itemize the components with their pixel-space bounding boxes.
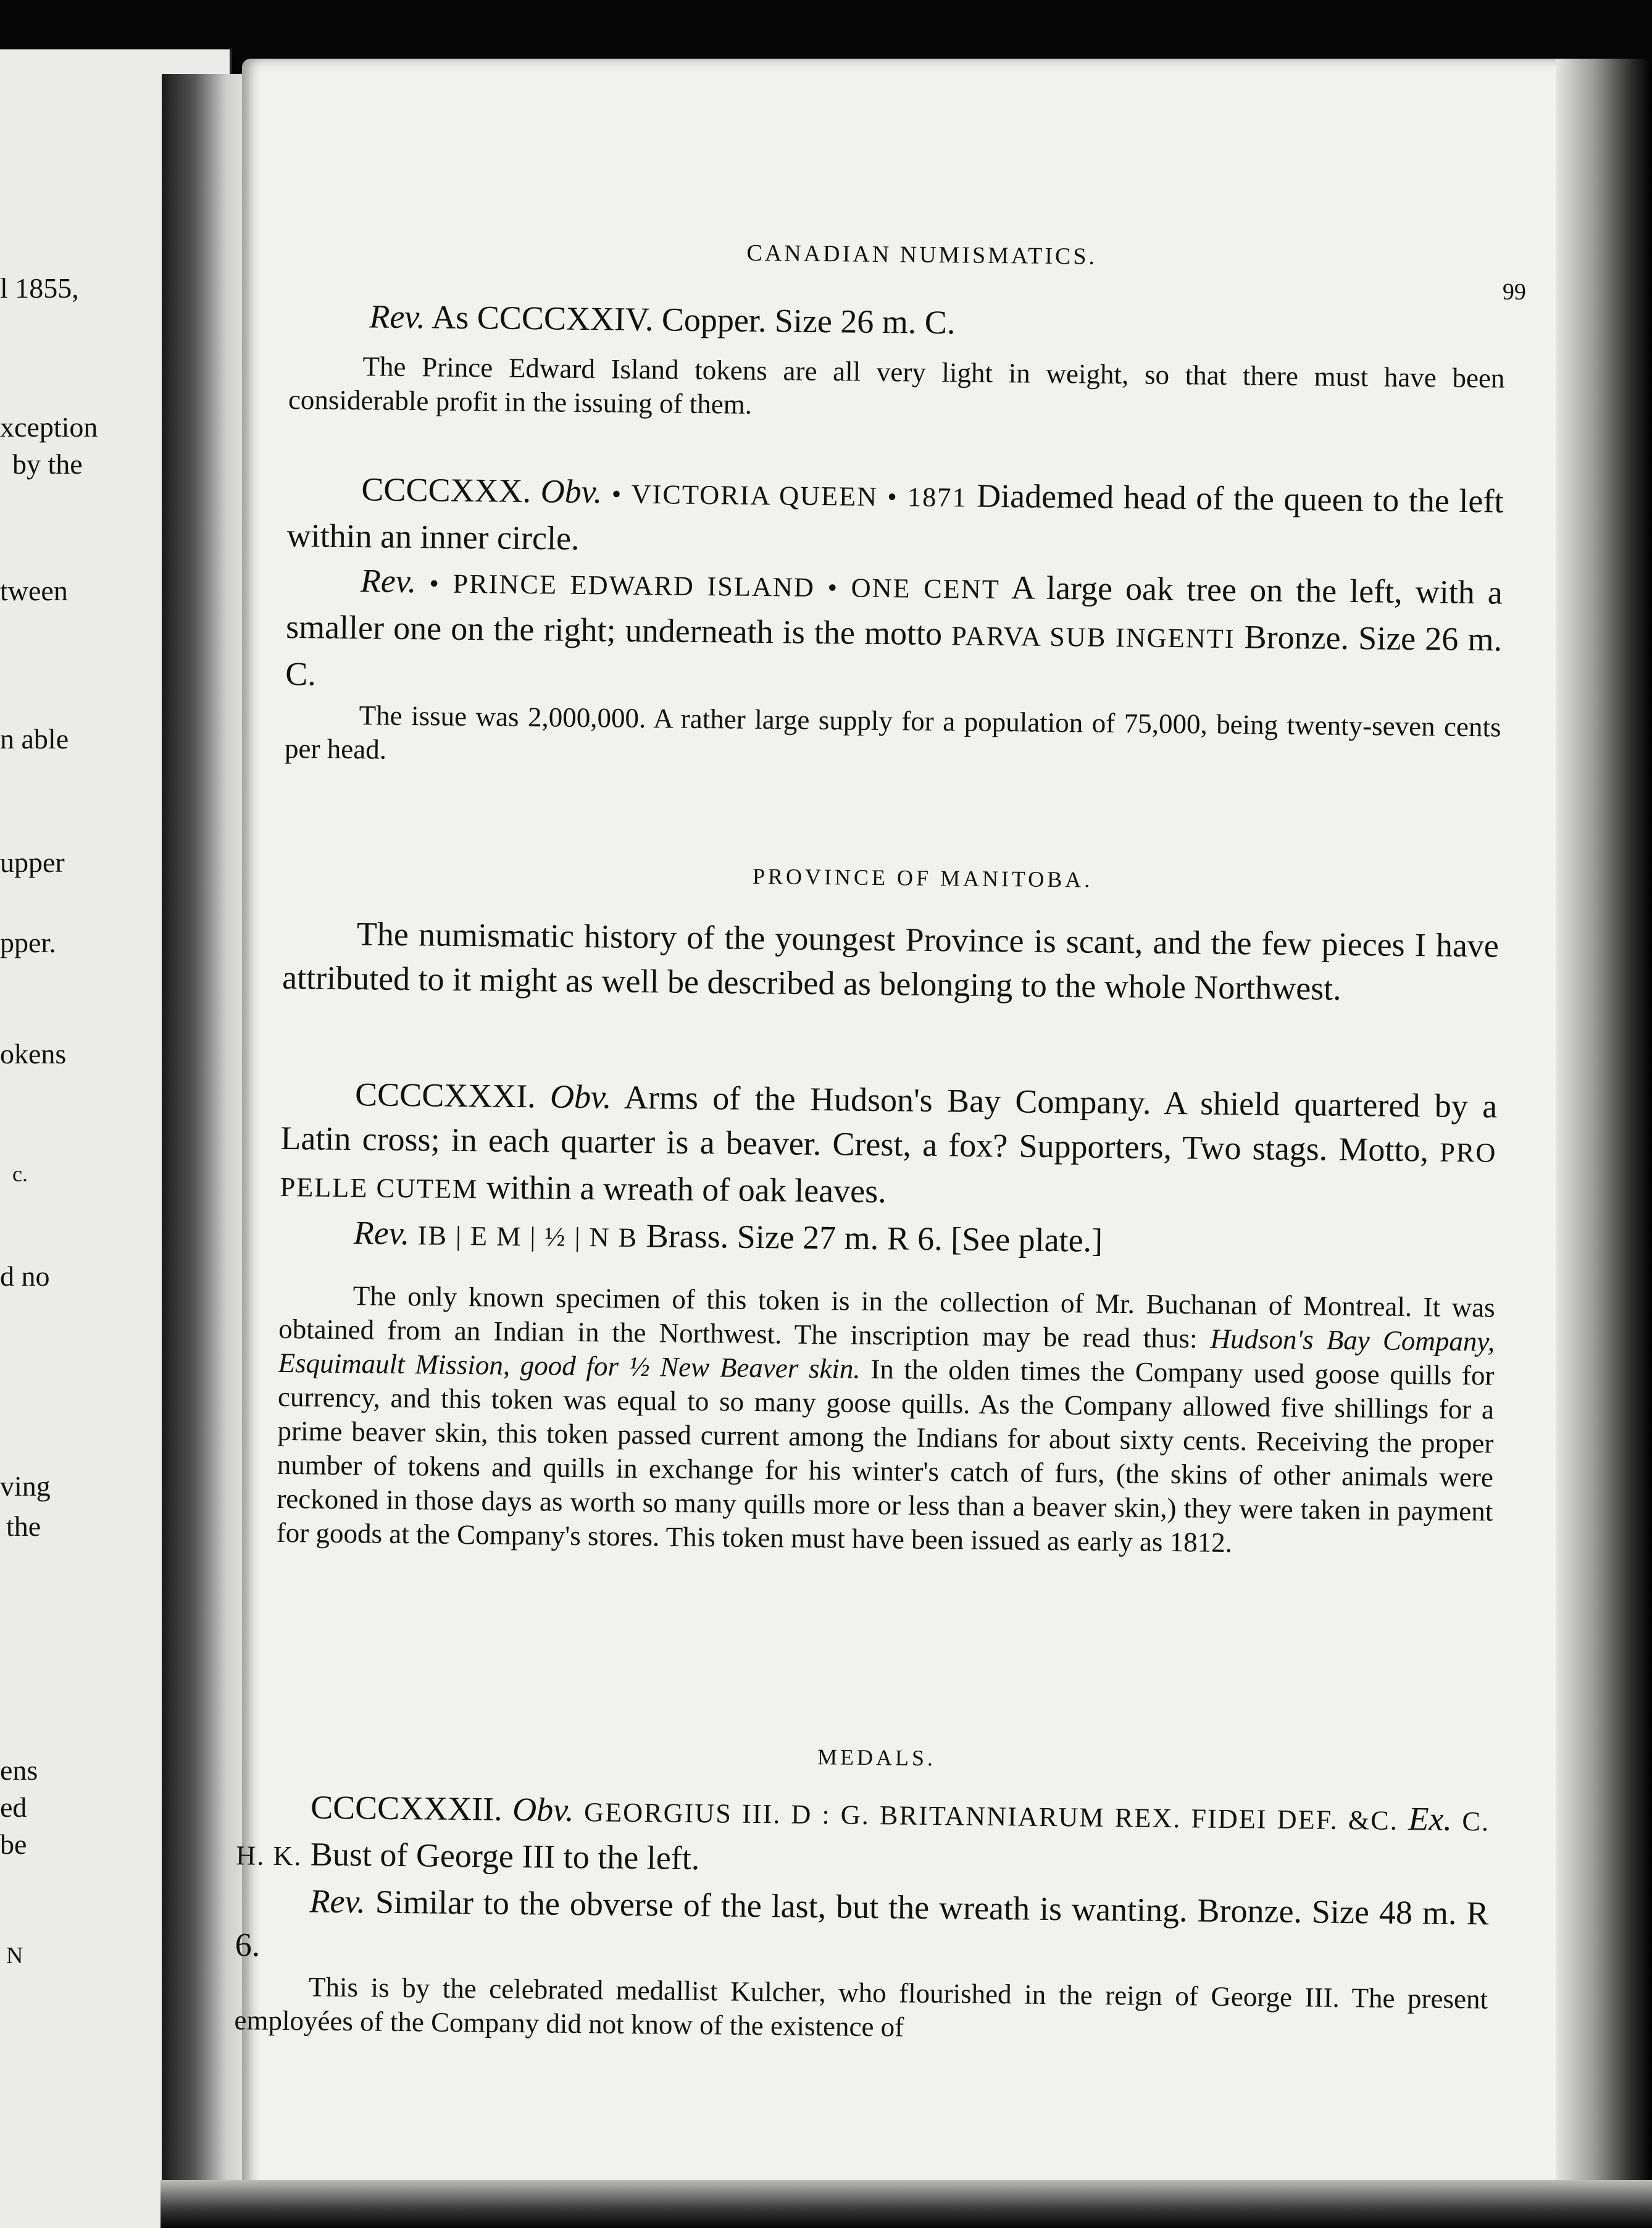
rev-text: Brass. Size 27 m. R 6. [See plate.] [646,1217,1103,1259]
page-bottom-shadow [161,2180,1652,2228]
left-fragment: upper [0,847,65,878]
manitoba-intro [282,911,1499,1013]
entry-430-reverse [285,558,1503,709]
note-end: In the olden times the Company used goose quills for currency, and this token was equal to so many goose quills. As the Company allowed five shillings for a prime beaver skin, this token passed current among the Indians for about sixty cents. Receiving the proper number of tokens and quills in exchange for his winter's catch of furs, (the skins of other animals were reckoned in those days as worth so many quills more or less than a beaver skin,) they were taken in payment for goods at the Company's stores. This token must have been issued as early as 1812. [276,1353,1495,1559]
obv-legend: • VICTORIA QUEEN • 1871 [611,479,967,513]
rev-label: Rev. [309,1882,366,1920]
note-inscription: Hudson's Bay Company, Esquimault Mission, good for ½ New Beaver skin. [278,1323,1495,1384]
left-fragment: ed [0,1791,27,1823]
entry-432-reverse [235,1878,1488,1980]
manitoba-intro-text: The numismatic history of the youngest Province is scant, and the few pieces I have attributed to it might as well be described as belonging to the whole Northwest. [282,915,1500,1007]
entry-number: CCCCXXX. [361,471,532,510]
obv-label: Obv. [540,472,603,511]
left-fragment: xception [0,411,98,443]
rev-text: As CCCCXXIV. Copper. Size 26 m. C. [432,298,956,341]
ex-legend: C. H. K. [236,1806,1490,1872]
left-fragment: n able [0,723,69,755]
section-heading-medals: MEDALS. [817,1744,937,1771]
left-fragment: be [0,1828,27,1860]
left-fragment: pper. [0,927,56,958]
running-title: CANADIAN NUMISMATICS. [746,240,1098,270]
rev-label: Rev. [369,298,426,336]
entry-431-note [276,1278,1495,1563]
entry-432-note [234,1969,1488,2050]
obv-text: Bust of George III to the left. [310,1835,700,1877]
pei-note-text: The Prince Edward Island tokens are all very light in weight, so that there must have been considerable profit in the issuing of them. [288,351,1505,420]
left-fragment: c. [12,1162,28,1186]
note-start: The only known specimen of this token is in the collection of Mr. Buchanan of Montreal. It was obtained from an Indian in the Northwest. The inscription may be read thus: [278,1280,1495,1354]
rev-label: Rev. [360,562,417,600]
left-fragment: by the [12,448,83,480]
obv-text: Arms of the Hudson's Bay Company. A shield quartered by a Latin cross; in each quarter is a beaver. Crest, a fox? Supporters, Two stags. Motto, [280,1078,1498,1169]
left-fragment: tween [0,575,68,606]
obv-label: Obv. [512,1790,574,1828]
left-fragment: the [6,1510,41,1542]
rev-text: A large oak tree on the left, with a smaller one on the right; underneath is the motto [285,569,1503,653]
page-number: 99 [1502,278,1527,305]
left-fragment: ens [0,1754,38,1786]
left-fragment: d no [0,1260,50,1292]
rev-legend: IB | E M | ½ | N B [417,1220,638,1253]
motto: PARVA SUB INGENTI [951,621,1235,655]
entry-430-obverse [286,466,1503,571]
obv-text: Diademed head of the queen to the left within an inner circle. [286,477,1504,557]
entry-431 [279,1071,1497,1270]
rev-legend: • PRINCE EDWARD ISLAND • ONE CENT [429,568,1001,605]
pei-note [288,349,1505,430]
entry-432-obverse [236,1784,1490,1891]
rev-text: Similar to the obverse of the last, but the wreath is wanting. Bronze. Size 48 m. R 6. [235,1883,1489,1964]
obv-text-end: within a wreath of oak leaves. [486,1168,886,1210]
entry-430-note-text: The issue was 2,000,000. A rather large supply for a population of 75,000, being twenty-seven cents per head. [284,700,1501,765]
ex-label: Ex. [1408,1800,1453,1838]
entry-number: CCCCXXXI. [354,1076,536,1115]
entry-430-note [285,698,1501,779]
closing: Bronze. Size 26 m. C. [285,618,1503,693]
entry-430 [285,466,1504,709]
left-fragment: okens [0,1038,67,1070]
entry-432 [235,1784,1490,1980]
left-fragment: ving [0,1470,51,1502]
entry-431-note-text [276,1278,1495,1563]
page-edge-shadow [1556,59,1652,2228]
left-fragment: N [6,1943,23,1969]
rev-label: Rev. [353,1214,410,1252]
obv-legend: GEORGIUS III. D : G. BRITANNIARUM REX. FIDEI DEF. &C. [583,1797,1399,1836]
entry-number: CCCCXXXII. [310,1788,503,1828]
entry-432-note-text: This is by the celebrated medallist Kulcher, who flourished in the reign of George III. The present employées of the Company did not know of the existence of [234,1971,1488,2043]
obv-label: Obv. [549,1078,612,1116]
motto: PRO PELLE CUTEM [280,1137,1497,1205]
left-fragment: l 1855, [0,272,79,304]
entry-431-obverse [280,1071,1497,1223]
section-heading-manitoba: PROVINCE OF MANITOBA. [752,863,1093,892]
